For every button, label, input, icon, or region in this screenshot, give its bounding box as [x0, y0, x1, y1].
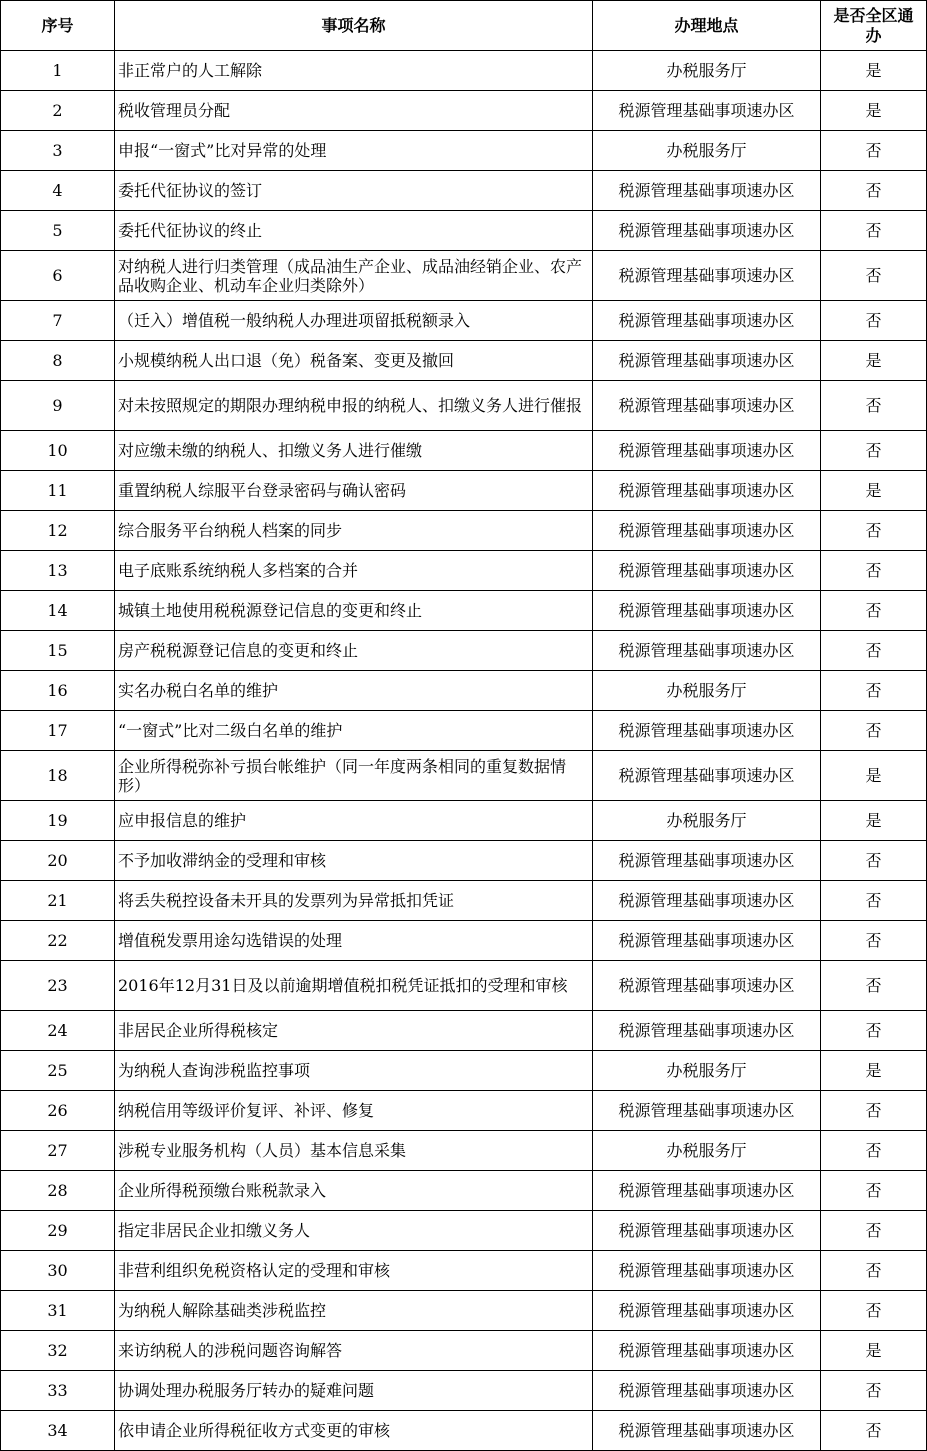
- cell-location: 税源管理基础事项速办区: [593, 1171, 821, 1211]
- table-row: [1, 211, 927, 251]
- cell-name: 应申报信息的维护: [115, 801, 593, 841]
- cell-district-wide: 是: [821, 1051, 927, 1091]
- table-row: [1, 1331, 927, 1371]
- cell-name: 涉税专业服务机构（人员）基本信息采集: [115, 1131, 593, 1171]
- cell-no: 26: [1, 1091, 115, 1131]
- cell-no: 1: [1, 51, 115, 91]
- table-row: [1, 591, 927, 631]
- table-row: [1, 471, 927, 511]
- cell-no: 17: [1, 711, 115, 751]
- cell-no: 8: [1, 341, 115, 381]
- cell-name: 对未按照规定的期限办理纳税申报的纳税人、扣缴义务人进行催报: [115, 381, 593, 431]
- cell-name: 对应缴未缴的纳税人、扣缴义务人进行催缴: [115, 431, 593, 471]
- cell-no: 7: [1, 301, 115, 341]
- cell-no: 16: [1, 671, 115, 711]
- cell-name: 非居民企业所得税核定: [115, 1011, 593, 1051]
- cell-name: 增值税发票用途勾选错误的处理: [115, 921, 593, 961]
- cell-location: 税源管理基础事项速办区: [593, 301, 821, 341]
- table-row: [1, 1091, 927, 1131]
- table-row: [1, 1171, 927, 1211]
- cell-no: 6: [1, 251, 115, 301]
- cell-district-wide: 否: [821, 1371, 927, 1411]
- cell-no: 23: [1, 961, 115, 1011]
- cell-location: 税源管理基础事项速办区: [593, 1371, 821, 1411]
- table-row: [1, 961, 927, 1011]
- table-body: [1, 51, 927, 1451]
- cell-name: 对纳税人进行归类管理（成品油生产企业、成品油经销企业、农产品收购企业、机动车企业归类除外）: [115, 251, 593, 301]
- cell-no: 25: [1, 1051, 115, 1091]
- cell-no: 5: [1, 211, 115, 251]
- cell-no: 4: [1, 171, 115, 211]
- header-no: 序号: [1, 1, 115, 51]
- cell-no: 21: [1, 881, 115, 921]
- header-name: 事项名称: [115, 1, 593, 51]
- cell-no: 13: [1, 551, 115, 591]
- cell-name: 税收管理员分配: [115, 91, 593, 131]
- cell-location: 税源管理基础事项速办区: [593, 341, 821, 381]
- cell-district-wide: 是: [821, 751, 927, 801]
- cell-location: 办税服务厅: [593, 671, 821, 711]
- table-row: [1, 751, 927, 801]
- cell-name: 房产税税源登记信息的变更和终止: [115, 631, 593, 671]
- cell-name: 申报“一窗式”比对异常的处理: [115, 131, 593, 171]
- cell-name: 实名办税白名单的维护: [115, 671, 593, 711]
- table-row: [1, 1291, 927, 1331]
- cell-name: 为纳税人查询涉税监控事项: [115, 1051, 593, 1091]
- cell-no: 14: [1, 591, 115, 631]
- cell-no: 15: [1, 631, 115, 671]
- cell-name: 委托代征协议的终止: [115, 211, 593, 251]
- table-row: [1, 631, 927, 671]
- cell-district-wide: 否: [821, 1291, 927, 1331]
- table-row: [1, 131, 927, 171]
- table-row: [1, 1131, 927, 1171]
- cell-no: 34: [1, 1411, 115, 1451]
- cell-district-wide: 否: [821, 1211, 927, 1251]
- table-row: [1, 841, 927, 881]
- cell-location: 税源管理基础事项速办区: [593, 91, 821, 131]
- cell-district-wide: 否: [821, 1131, 927, 1171]
- cell-location: 税源管理基础事项速办区: [593, 1291, 821, 1331]
- table-row: [1, 381, 927, 431]
- cell-district-wide: 否: [821, 381, 927, 431]
- cell-district-wide: 否: [821, 131, 927, 171]
- cell-location: 税源管理基础事项速办区: [593, 471, 821, 511]
- cell-district-wide: 否: [821, 431, 927, 471]
- cell-location: 税源管理基础事项速办区: [593, 751, 821, 801]
- cell-location: 税源管理基础事项速办区: [593, 251, 821, 301]
- cell-name: “一窗式”比对二级白名单的维护: [115, 711, 593, 751]
- cell-district-wide: 否: [821, 881, 927, 921]
- cell-district-wide: 是: [821, 91, 927, 131]
- cell-name: 来访纳税人的涉税问题咨询解答: [115, 1331, 593, 1371]
- cell-district-wide: 是: [821, 1331, 927, 1371]
- cell-district-wide: 是: [821, 341, 927, 381]
- cell-district-wide: 否: [821, 961, 927, 1011]
- table-row: [1, 341, 927, 381]
- cell-name: 为纳税人解除基础类涉税监控: [115, 1291, 593, 1331]
- table-row: [1, 91, 927, 131]
- cell-no: 11: [1, 471, 115, 511]
- cell-location: 办税服务厅: [593, 1051, 821, 1091]
- cell-name: 非正常户的人工解除: [115, 51, 593, 91]
- cell-name: 电子底账系统纳税人多档案的合并: [115, 551, 593, 591]
- cell-district-wide: 否: [821, 211, 927, 251]
- cell-district-wide: 否: [821, 921, 927, 961]
- cell-no: 32: [1, 1331, 115, 1371]
- cell-name: 小规模纳税人出口退（免）税备案、变更及撤回: [115, 341, 593, 381]
- cell-district-wide: 否: [821, 711, 927, 751]
- cell-no: 2: [1, 91, 115, 131]
- cell-name: 指定非居民企业扣缴义务人: [115, 1211, 593, 1251]
- cell-name: 2016年12月31日及以前逾期增值税扣税凭证抵扣的受理和审核: [115, 961, 593, 1011]
- cell-name: 重置纳税人综服平台登录密码与确认密码: [115, 471, 593, 511]
- cell-name: 纳税信用等级评价复评、补评、修复: [115, 1091, 593, 1131]
- table-row: [1, 801, 927, 841]
- table-row: [1, 1371, 927, 1411]
- cell-name: 协调处理办税服务厅转办的疑难问题: [115, 1371, 593, 1411]
- cell-no: 18: [1, 751, 115, 801]
- cell-district-wide: 否: [821, 1091, 927, 1131]
- table-row: [1, 1051, 927, 1091]
- cell-district-wide: 否: [821, 301, 927, 341]
- cell-no: 28: [1, 1171, 115, 1211]
- cell-no: 22: [1, 921, 115, 961]
- cell-name: 企业所得税预缴台账税款录入: [115, 1171, 593, 1211]
- cell-district-wide: 否: [821, 1171, 927, 1211]
- cell-location: 税源管理基础事项速办区: [593, 1211, 821, 1251]
- cell-district-wide: 否: [821, 1011, 927, 1051]
- cell-district-wide: 是: [821, 51, 927, 91]
- table-row: [1, 431, 927, 471]
- cell-location: 税源管理基础事项速办区: [593, 511, 821, 551]
- cell-district-wide: 否: [821, 591, 927, 631]
- cell-location: 税源管理基础事项速办区: [593, 1331, 821, 1371]
- cell-location: 办税服务厅: [593, 51, 821, 91]
- cell-no: 29: [1, 1211, 115, 1251]
- table-row: [1, 671, 927, 711]
- cell-district-wide: 否: [821, 1251, 927, 1291]
- cell-no: 30: [1, 1251, 115, 1291]
- header-location: 办理地点: [593, 1, 821, 51]
- table-row: [1, 1411, 927, 1451]
- cell-location: 税源管理基础事项速办区: [593, 631, 821, 671]
- cell-location: 税源管理基础事项速办区: [593, 381, 821, 431]
- table-row: [1, 251, 927, 301]
- table-row: [1, 551, 927, 591]
- cell-name: 将丢失税控设备未开具的发票列为异常抵扣凭证: [115, 881, 593, 921]
- cell-location: 税源管理基础事项速办区: [593, 211, 821, 251]
- table-row: [1, 171, 927, 211]
- cell-no: 20: [1, 841, 115, 881]
- cell-no: 31: [1, 1291, 115, 1331]
- cell-location: 税源管理基础事项速办区: [593, 711, 821, 751]
- cell-location: 税源管理基础事项速办区: [593, 431, 821, 471]
- cell-location: 税源管理基础事项速办区: [593, 1251, 821, 1291]
- cell-location: 办税服务厅: [593, 131, 821, 171]
- cell-location: 办税服务厅: [593, 1131, 821, 1171]
- cell-location: 税源管理基础事项速办区: [593, 551, 821, 591]
- cell-district-wide: 是: [821, 801, 927, 841]
- cell-name: （迁入）增值税一般纳税人办理进项留抵税额录入: [115, 301, 593, 341]
- cell-name: 委托代征协议的签订: [115, 171, 593, 211]
- cell-name: 综合服务平台纳税人档案的同步: [115, 511, 593, 551]
- cell-location: 税源管理基础事项速办区: [593, 1011, 821, 1051]
- cell-no: 10: [1, 431, 115, 471]
- cell-district-wide: 是: [821, 471, 927, 511]
- cell-location: 办税服务厅: [593, 801, 821, 841]
- cell-name: 城镇土地使用税税源登记信息的变更和终止: [115, 591, 593, 631]
- cell-no: 27: [1, 1131, 115, 1171]
- header-row: [1, 1, 927, 51]
- cell-district-wide: 否: [821, 841, 927, 881]
- cell-no: 19: [1, 801, 115, 841]
- cell-name: 不予加收滞纳金的受理和审核: [115, 841, 593, 881]
- cell-no: 12: [1, 511, 115, 551]
- cell-district-wide: 否: [821, 551, 927, 591]
- table-row: [1, 711, 927, 751]
- cell-name: 依申请企业所得税征收方式变更的审核: [115, 1411, 593, 1451]
- table-row: [1, 1211, 927, 1251]
- table-row: [1, 51, 927, 91]
- cell-no: 3: [1, 131, 115, 171]
- cell-no: 9: [1, 381, 115, 431]
- cell-name: 非营利组织免税资格认定的受理和审核: [115, 1251, 593, 1291]
- cell-district-wide: 否: [821, 1411, 927, 1451]
- cell-name: 企业所得税弥补亏损台帐维护（同一年度两条相同的重复数据情形）: [115, 751, 593, 801]
- table-row: [1, 1011, 927, 1051]
- cell-location: 税源管理基础事项速办区: [593, 841, 821, 881]
- table-row: [1, 881, 927, 921]
- cell-location: 税源管理基础事项速办区: [593, 961, 821, 1011]
- cell-district-wide: 否: [821, 511, 927, 551]
- cell-location: 税源管理基础事项速办区: [593, 171, 821, 211]
- cell-location: 税源管理基础事项速办区: [593, 1091, 821, 1131]
- table-row: [1, 301, 927, 341]
- cell-district-wide: 否: [821, 631, 927, 671]
- cell-district-wide: 否: [821, 171, 927, 211]
- table-row: [1, 921, 927, 961]
- cell-no: 24: [1, 1011, 115, 1051]
- header-district-wide: 是否全区通办: [821, 1, 927, 51]
- cell-no: 33: [1, 1371, 115, 1411]
- cell-location: 税源管理基础事项速办区: [593, 1411, 821, 1451]
- cell-location: 税源管理基础事项速办区: [593, 881, 821, 921]
- cell-district-wide: 否: [821, 251, 927, 301]
- cell-district-wide: 否: [821, 671, 927, 711]
- table-row: [1, 1251, 927, 1291]
- table-row: [1, 511, 927, 551]
- cell-location: 税源管理基础事项速办区: [593, 921, 821, 961]
- cell-location: 税源管理基础事项速办区: [593, 591, 821, 631]
